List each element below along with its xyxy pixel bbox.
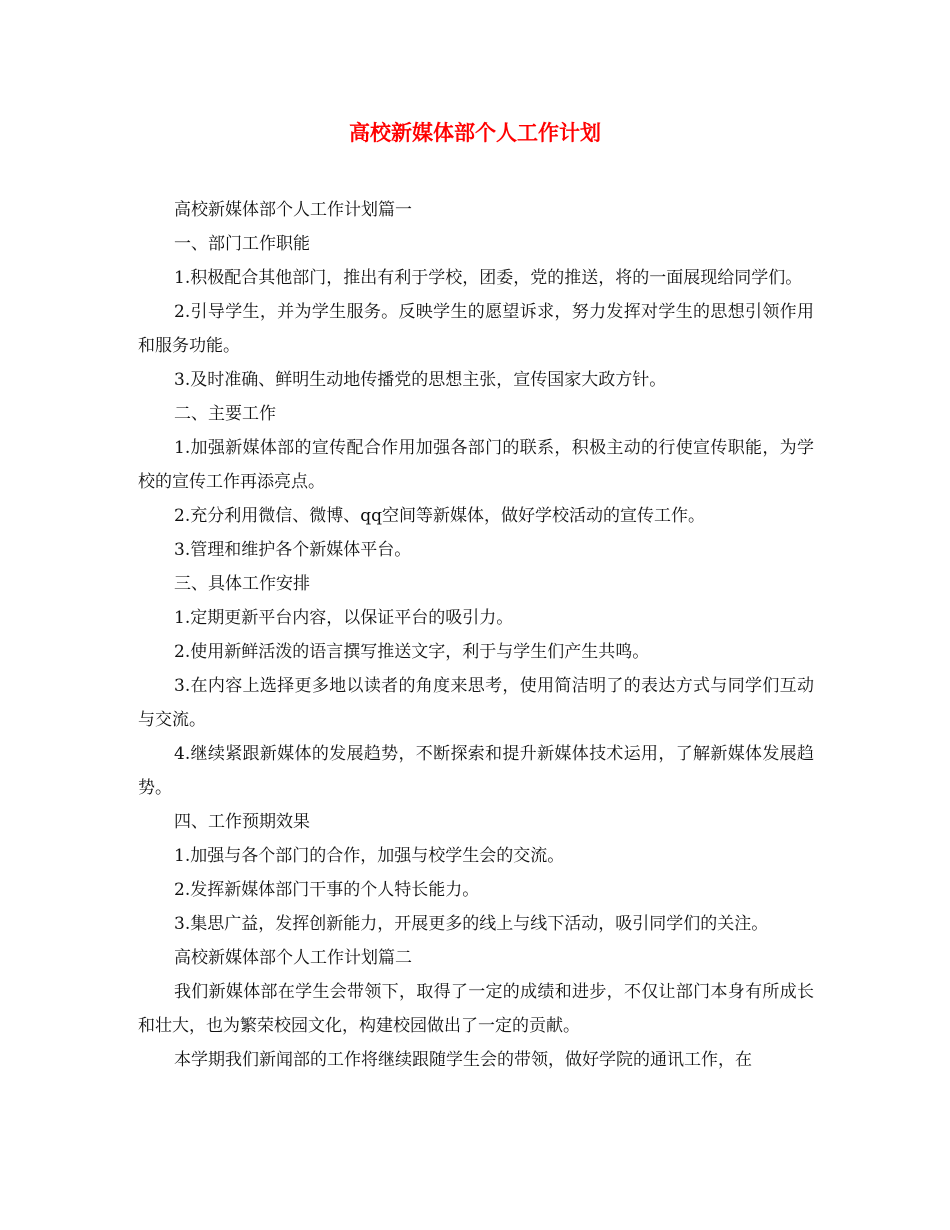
body-paragraph: 2.引导学生，并为学生服务。反映学生的愿望诉求，努力发挥对学生的思想引领作用和服务功能。 <box>138 302 814 356</box>
document-body <box>138 193 814 1077</box>
body-paragraph: 我们新媒体部在学生会带领下，取得了一定的成绩和进步，不仅让部门本身有所成长和壮大，也为繁荣校园文化，构建校园做出了一定的贡献。 <box>138 982 814 1036</box>
body-paragraph: 3.在内容上选择更多地以读者的角度来思考，使用简洁明了的表达方式与同学们互动与交流。 <box>138 676 814 730</box>
subsection-heading: 二、主要工作 <box>174 404 276 424</box>
document-title: 高校新媒体部个人工作计划 <box>349 120 601 145</box>
body-paragraph: 2.使用新鲜活泼的语言撰写推送文字，利于与学生们产生共鸣。 <box>174 642 650 662</box>
body-paragraph: 3.管理和维护各个新媒体平台。 <box>174 540 412 560</box>
subsection-heading: 四、工作预期效果 <box>174 812 310 832</box>
body-paragraph: 本学期我们新闻部的工作将继续跟随学生会的带领，做好学院的通讯工作，在 <box>174 1050 752 1070</box>
body-paragraph: 1.积极配合其他部门，推出有利于学校，团委，党的推送，将的一面展现给同学们。 <box>174 268 803 288</box>
section-heading: 高校新媒体部个人工作计划篇一 <box>174 200 412 220</box>
body-paragraph: 3.集思广益，发挥创新能力，开展更多的线上与线下活动，吸引同学们的关注。 <box>174 914 769 934</box>
body-paragraph: 3.及时准确、鲜明生动地传播党的思想主张，宣传国家大政方针。 <box>174 370 667 390</box>
body-paragraph: 2.充分利用微信、微博、qq空间等新媒体，做好学校活动的宣传工作。 <box>174 506 705 526</box>
subsection-heading: 三、具体工作安排 <box>174 574 310 594</box>
body-paragraph: 2.发挥新媒体部门干事的个人特长能力。 <box>174 880 480 900</box>
body-paragraph: 1.加强与各个部门的合作，加强与校学生会的交流。 <box>174 846 565 866</box>
body-paragraph: 4.继续紧跟新媒体的发展趋势，不断探索和提升新媒体技术运用，了解新媒体发展趋势。 <box>138 744 814 798</box>
section-heading: 高校新媒体部个人工作计划篇二 <box>174 948 412 968</box>
body-paragraph: 1.加强新媒体部的宣传配合作用加强各部门的联系，积极主动的行使宣传职能，为学校的宣传工作再添亮点。 <box>138 438 814 492</box>
body-paragraph: 1.定期更新平台内容，以保证平台的吸引力。 <box>174 608 514 628</box>
subsection-heading: 一、部门工作职能 <box>174 234 310 254</box>
